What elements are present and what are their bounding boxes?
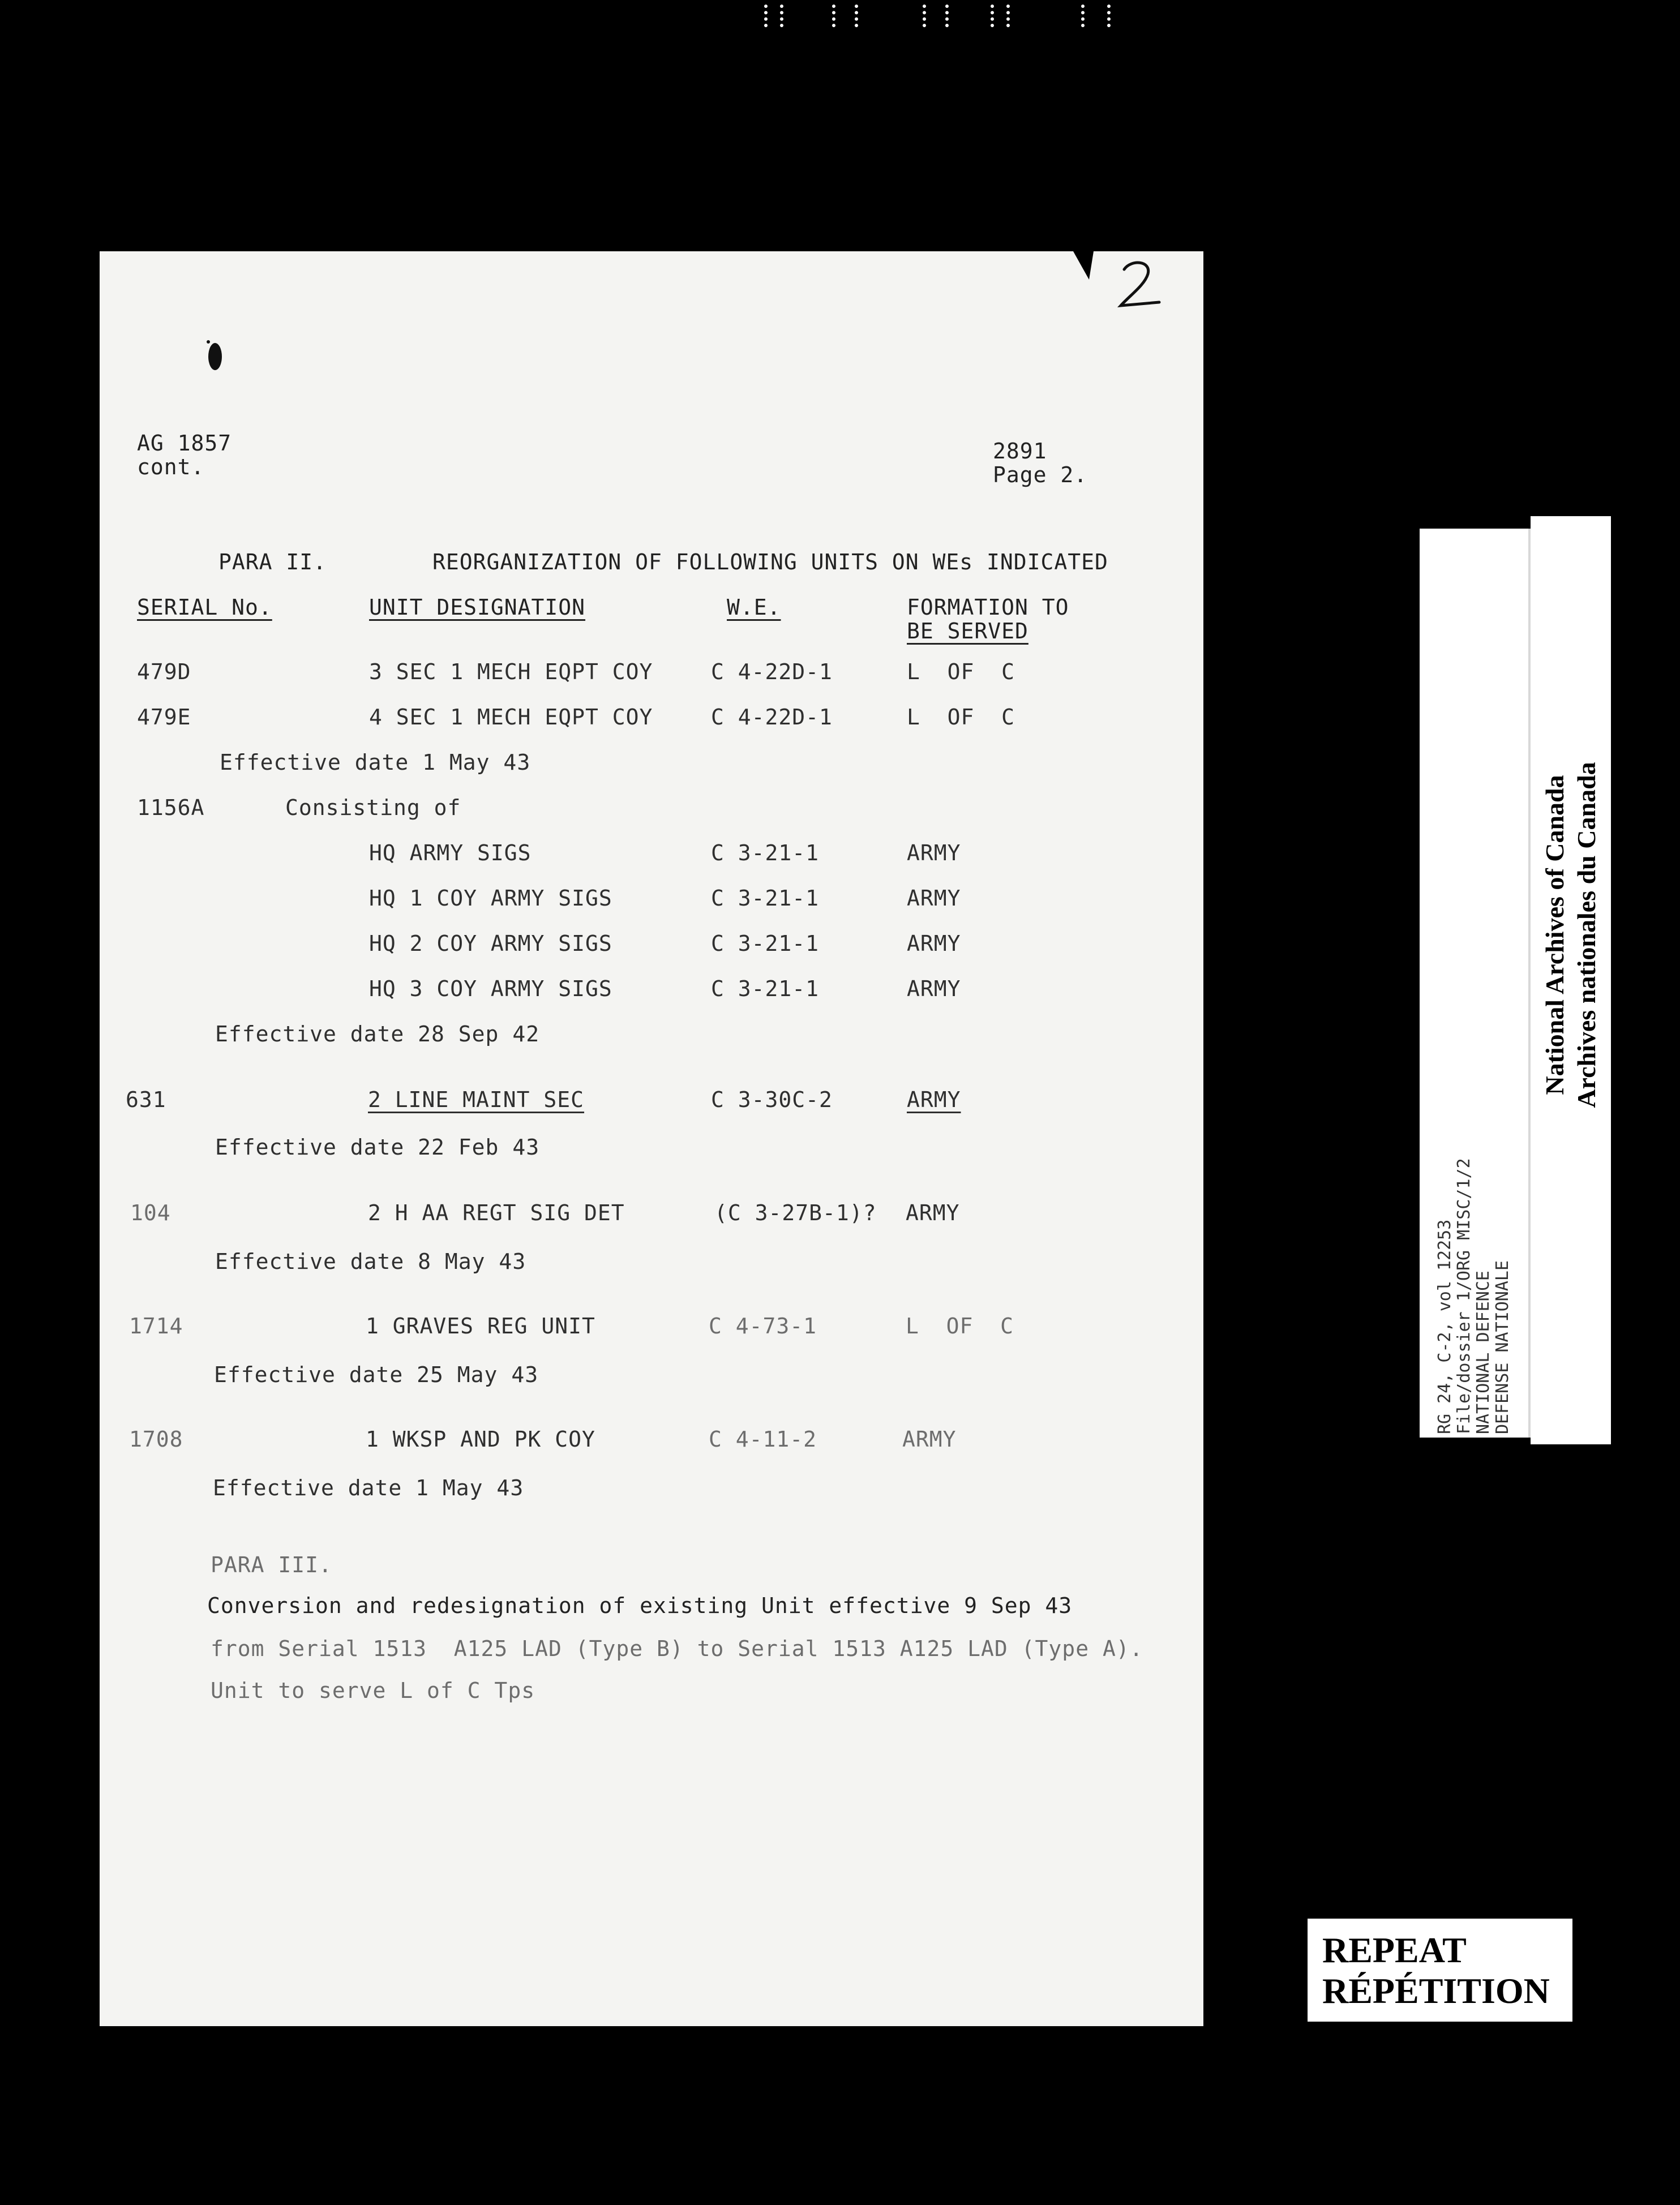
row-serial: 479D — [137, 659, 191, 684]
row-we: C 4-73-1 — [709, 1314, 817, 1339]
archive-label-ref-line: RG 24, C-2, vol 12253 — [1435, 1219, 1455, 1434]
row-serial: 104 — [130, 1200, 171, 1225]
row-we: C 3-21-1 — [711, 931, 820, 956]
effective-date: Effective date 1 May 43 — [220, 750, 531, 775]
header-serial: SERIAL No. — [137, 595, 272, 620]
nac-label-english: National Archives of Canada — [1540, 775, 1569, 1095]
row-serial: 1714 — [129, 1314, 183, 1339]
row-we: C 3-21-1 — [711, 840, 820, 865]
archive-label-dept-en: NATIONAL DEFENCE — [1473, 1271, 1493, 1434]
para2-label: PARA II. — [218, 550, 327, 574]
consisting-of: Consisting of — [285, 795, 461, 820]
row-formation: L OF C — [907, 705, 1015, 730]
row-unit: 2 LINE MAINT SEC — [368, 1087, 585, 1112]
row-formation: ARMY — [902, 1427, 957, 1452]
para3-line-2: from Serial 1513 A125 LAD (Type B) to Serial 1513 A125 LAD (Type A). — [211, 1636, 1143, 1661]
repeat-stamp — [1305, 1916, 1575, 2024]
row-unit: 1 GRAVES REG UNIT — [366, 1314, 595, 1339]
row-unit: 1 WKSP AND PK COY — [366, 1427, 595, 1452]
header-we: W.E. — [727, 595, 781, 620]
ink-blot-mark — [205, 340, 224, 376]
row-serial: 1708 — [129, 1427, 183, 1452]
film-sprocket-marks — [753, 0, 1115, 34]
row-we: C 4-11-2 — [709, 1427, 817, 1452]
repeat-stamp-english: REPEAT — [1322, 1930, 1467, 1970]
nac-label-french: Archives nationales du Canada — [1572, 762, 1601, 1108]
effective-date: Effective date 8 May 43 — [215, 1249, 526, 1274]
header-formation-1: FORMATION TO — [907, 595, 1069, 620]
row-unit: HQ 2 COY ARMY SIGS — [369, 931, 612, 956]
row-formation: ARMY — [907, 976, 961, 1001]
row-formation: ARMY — [907, 1087, 961, 1112]
ref-left-line-1: AG 1857 — [137, 431, 232, 456]
row-formation: L OF C — [906, 1314, 1014, 1339]
row-unit: HQ 1 COY ARMY SIGS — [369, 886, 612, 911]
row-we: (C 3-27B-1)? — [714, 1200, 877, 1225]
para3-line-1: Conversion and redesignation of existing Unit effective 9 Sep 43 — [207, 1593, 1073, 1618]
para3-label: PARA III. — [211, 1552, 332, 1577]
row-unit: 4 SEC 1 MECH EQPT COY — [369, 705, 653, 730]
document-page — [100, 251, 1203, 2026]
archive-reference-label — [1420, 529, 1534, 1438]
ref-right-line-1: 2891 — [993, 439, 1047, 464]
header-formation-2: BE SERVED — [907, 619, 1028, 644]
row-we: C 3-21-1 — [711, 886, 820, 911]
row-formation: ARMY — [907, 840, 961, 865]
ref-right-line-2: Page 2. — [993, 462, 1088, 487]
effective-date: Effective date 22 Feb 43 — [215, 1135, 540, 1160]
ref-left-line-2: cont. — [137, 454, 205, 479]
row-serial: 479E — [137, 705, 191, 730]
para2-heading: REORGANIZATION OF FOLLOWING UNITS ON WEs INDICATED — [432, 550, 1108, 574]
row-unit: HQ ARMY SIGS — [369, 840, 532, 865]
row-unit: 3 SEC 1 MECH EQPT COY — [369, 659, 653, 684]
para3-line-3: Unit to serve L of C Tps — [211, 1678, 535, 1703]
row-formation: ARMY — [906, 1200, 960, 1225]
handwritten-page-number — [1114, 257, 1165, 314]
row-serial: 631 — [126, 1087, 166, 1112]
row-unit: HQ 3 COY ARMY SIGS — [369, 976, 612, 1001]
row-we: C 4-22D-1 — [711, 659, 833, 684]
national-archives-label — [1531, 516, 1611, 1444]
row-formation: L OF C — [907, 659, 1015, 684]
effective-date: Effective date 1 May 43 — [213, 1475, 524, 1500]
row-formation: ARMY — [907, 931, 961, 956]
row-serial: 1156A — [137, 795, 205, 820]
archive-label-file-line: File/dossier 1/ORG MISC/1/2 — [1454, 1158, 1474, 1434]
row-we: C 3-21-1 — [711, 976, 820, 1001]
corner-tick-mark — [1073, 251, 1094, 280]
archive-label-dept-fr: DEFENSE NATIONALE — [1493, 1260, 1512, 1434]
repeat-stamp-french: RÉPÉTITION — [1322, 1971, 1550, 2011]
row-unit: 2 H AA REGT SIG DET — [368, 1200, 625, 1225]
effective-date: Effective date 28 Sep 42 — [215, 1022, 540, 1046]
row-we: C 3-30C-2 — [711, 1087, 833, 1112]
row-formation: ARMY — [907, 886, 961, 911]
header-unit: UNIT DESIGNATION — [369, 595, 586, 620]
effective-date: Effective date 25 May 43 — [214, 1362, 539, 1387]
row-we: C 4-22D-1 — [711, 705, 833, 730]
